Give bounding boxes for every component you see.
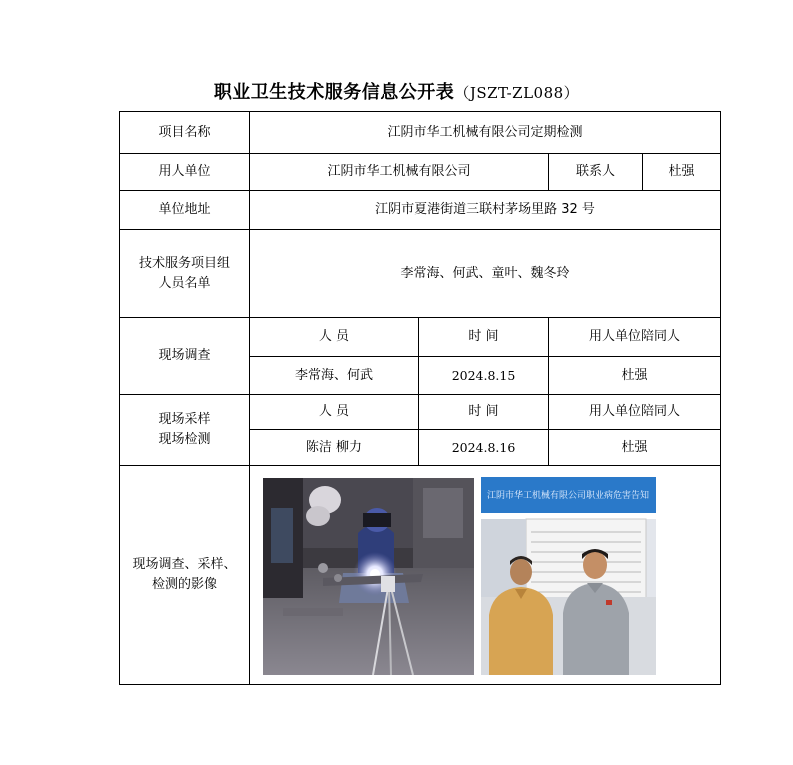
images-label: [120, 466, 250, 685]
employer-label: 用人单位: [120, 154, 250, 191]
survey-header-companion: 用人单位陪同人: [549, 318, 721, 357]
address-value: 江阴市夏港街道三联村茅场里路 32 号: [250, 191, 721, 230]
two-men-photo: [481, 477, 656, 675]
employer-value: 江阴市华工机械有限公司: [250, 154, 549, 191]
team-label-line2: 人员名单: [158, 275, 211, 291]
sampling-header-time: 时 间: [419, 395, 549, 430]
team-label-line1: 技术服务项目组: [138, 255, 230, 271]
survey-companion: 杜强: [549, 357, 721, 395]
sampling-label-line2: 现场检测: [158, 432, 211, 447]
team-value: 李常海、何武、童叶、魏冬玲: [250, 230, 721, 318]
people-photo-image: [481, 477, 656, 675]
images-label-line2: 检测的影像: [151, 577, 217, 592]
survey-header-time: 时 间: [419, 318, 549, 357]
project-name-label: 项目名称: [120, 112, 250, 154]
welding-photo-image: [263, 478, 474, 675]
survey-people: 李常海、何武: [250, 357, 419, 395]
contact-value: 杜强: [643, 154, 721, 191]
document-code: （JSZT-ZL088）: [454, 84, 580, 102]
address-label: 单位地址: [120, 191, 250, 230]
document-title: [0, 78, 793, 104]
images-label-line1: 现场调查、采样、: [132, 557, 237, 572]
project-name-value: 江阴市华工机械有限公司定期检测: [250, 112, 721, 154]
sampling-label: [120, 395, 250, 466]
survey-header-people: 人 员: [250, 318, 419, 357]
survey-time: 2024.8.15: [419, 357, 549, 395]
notice-board-banner: 江阴市华工机械有限公司职业病危害告知: [487, 491, 650, 501]
survey-label: 现场调查: [120, 318, 250, 395]
document-title-text: 职业卫生技术服务信息公开表: [213, 82, 455, 103]
sampling-header-people: 人 员: [250, 395, 419, 430]
contact-label: 联系人: [549, 154, 643, 191]
sampling-label-line1: 现场采样: [158, 412, 211, 427]
welding-worker-photo: [263, 478, 474, 675]
sampling-header-companion: 用人单位陪同人: [549, 395, 721, 430]
sampling-companion: 杜强: [549, 430, 721, 466]
sampling-time: 2024.8.16: [419, 430, 549, 466]
sampling-people: 陈洁 柳力: [250, 430, 419, 466]
team-label: [120, 230, 250, 318]
